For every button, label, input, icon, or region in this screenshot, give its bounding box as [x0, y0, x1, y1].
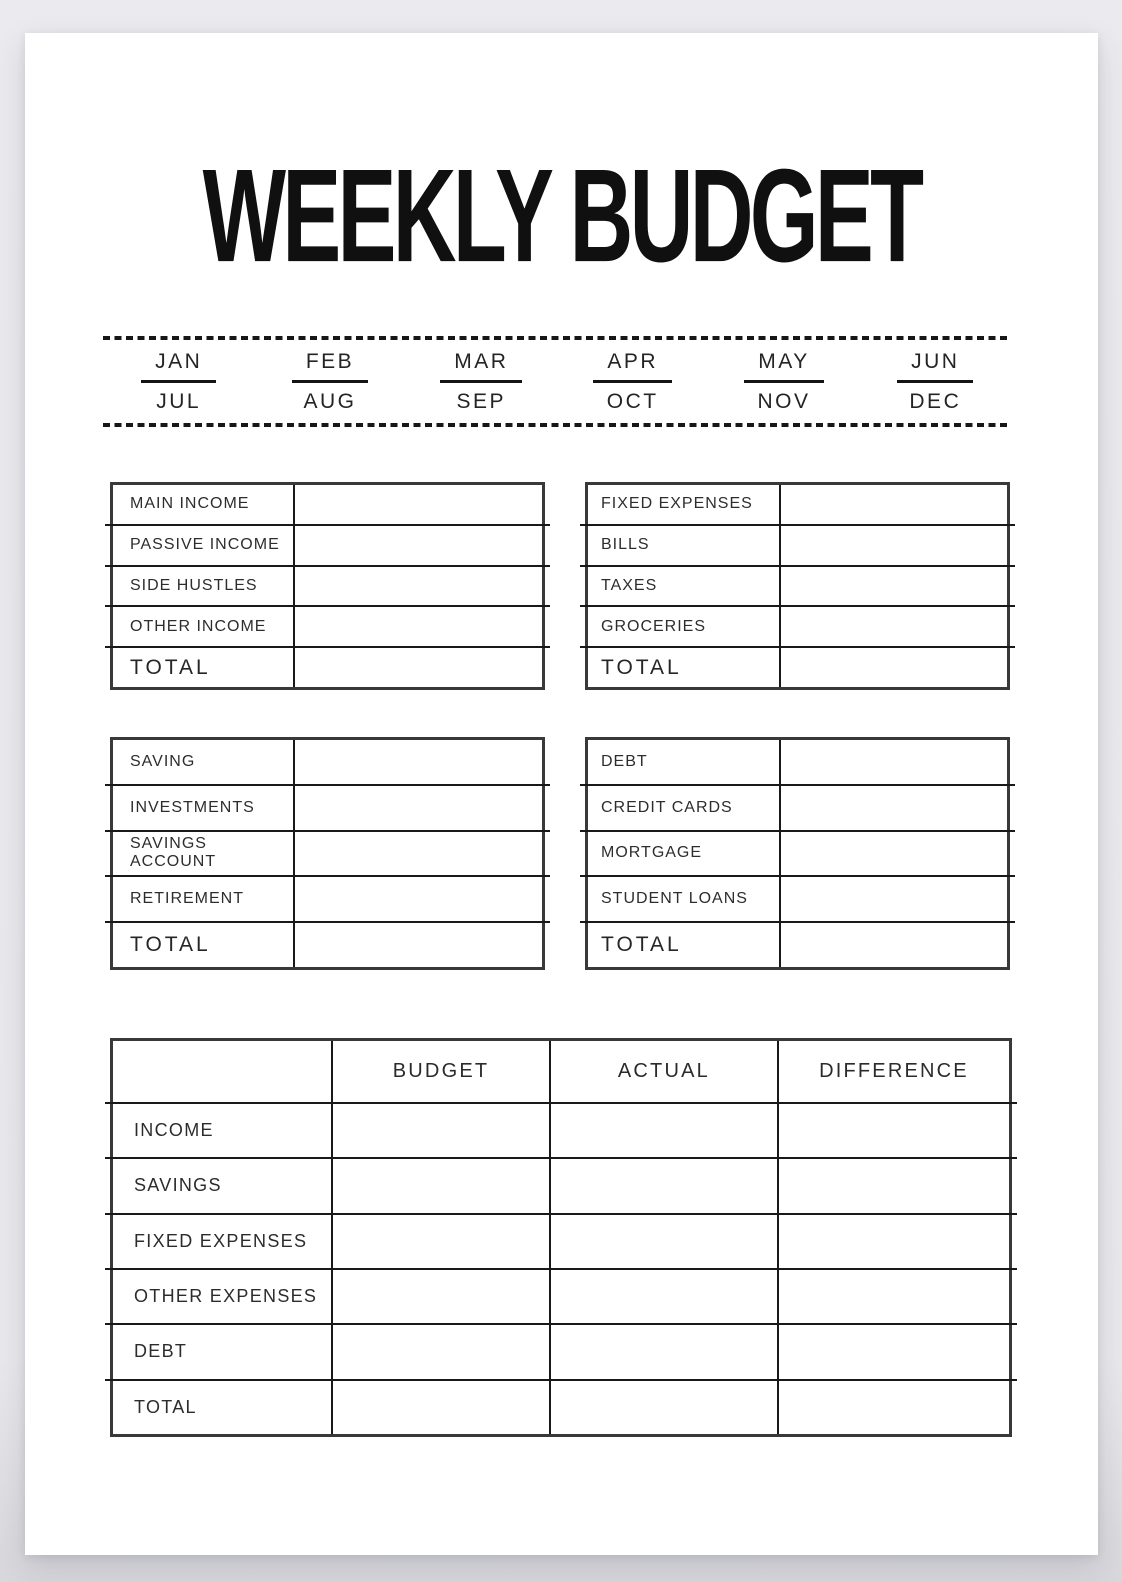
- budget-field[interactable]: [331, 1215, 549, 1268]
- dashed-divider-bottom: [103, 423, 1011, 427]
- page-title: WEEKLY BUDGET: [202, 142, 921, 291]
- table-row: [588, 565, 1007, 606]
- actual-field[interactable]: [549, 1104, 777, 1157]
- budget-field[interactable]: [331, 1104, 549, 1157]
- row-label: RETIREMENT: [130, 890, 244, 908]
- row-label: SIDE HUSTLES: [130, 576, 258, 594]
- table-row: [113, 605, 542, 646]
- amount-field[interactable]: [293, 485, 542, 524]
- difference-field[interactable]: [777, 1270, 1009, 1323]
- summary-row: [113, 1379, 1009, 1434]
- summary-row: [113, 1268, 1009, 1323]
- total-row: [113, 646, 542, 687]
- row-label: OTHER INCOME: [130, 617, 267, 635]
- summary-header-actual: ACTUAL: [549, 1041, 777, 1102]
- summary-row: [113, 1102, 1009, 1157]
- table-row: [588, 784, 1007, 830]
- income-table: [110, 482, 545, 690]
- table-row: [588, 740, 1007, 784]
- table-row: [588, 605, 1007, 646]
- month-item[interactable]: AUG: [303, 390, 357, 413]
- amount-field[interactable]: [779, 607, 1007, 646]
- amount-field[interactable]: [293, 786, 542, 830]
- month-item[interactable]: DEC: [909, 390, 962, 413]
- total-row: [588, 921, 1007, 967]
- row-label: BILLS: [601, 536, 650, 554]
- paper-sheet: [25, 33, 1098, 1555]
- total-label: TOTAL: [130, 655, 211, 679]
- table-row: [588, 485, 1007, 524]
- budget-field[interactable]: [331, 1270, 549, 1323]
- total-row: [588, 646, 1007, 687]
- amount-field[interactable]: [779, 786, 1007, 830]
- row-label: MORTGAGE: [601, 844, 703, 862]
- total-amount-field[interactable]: [293, 648, 542, 687]
- actual-field[interactable]: [549, 1159, 777, 1212]
- row-label: FIXED EXPENSES: [601, 495, 753, 513]
- table-row: [588, 875, 1007, 921]
- table-row: [113, 740, 542, 784]
- month-item[interactable]: MAR: [440, 348, 522, 383]
- amount-field[interactable]: [293, 607, 542, 646]
- row-label: MAIN INCOME: [130, 495, 250, 513]
- summary-header-row: [113, 1041, 1009, 1102]
- month-row-1: [103, 348, 1011, 383]
- table-row: [113, 875, 542, 921]
- difference-field[interactable]: [777, 1104, 1009, 1157]
- amount-field[interactable]: [779, 567, 1007, 606]
- amount-field[interactable]: [779, 740, 1007, 784]
- savings-table: [110, 737, 545, 970]
- amount-field[interactable]: [779, 877, 1007, 921]
- amount-field[interactable]: [779, 526, 1007, 565]
- row-label: INVESTMENTS: [130, 798, 255, 816]
- row-label: DEBT: [601, 752, 648, 770]
- row-label: STUDENT LOANS: [601, 890, 748, 908]
- summary-row: [113, 1213, 1009, 1268]
- summary-row-label: SAVINGS: [134, 1175, 222, 1196]
- row-label: SAVING: [130, 752, 196, 770]
- month-item[interactable]: OCT: [606, 390, 659, 413]
- month-item[interactable]: FEB: [292, 348, 368, 383]
- month-item[interactable]: APR: [593, 348, 672, 383]
- summary-row: [113, 1157, 1009, 1212]
- budget-field[interactable]: [331, 1159, 549, 1212]
- total-amount-field[interactable]: [779, 648, 1007, 687]
- total-amount-field[interactable]: [779, 923, 1007, 967]
- table-row: [113, 524, 542, 565]
- total-row: [113, 921, 542, 967]
- budget-field[interactable]: [331, 1325, 549, 1378]
- summary-row-label: TOTAL: [134, 1396, 197, 1417]
- table-row: [113, 485, 542, 524]
- total-amount-field[interactable]: [293, 923, 542, 967]
- fixed-expenses-table: [585, 482, 1010, 690]
- month-selector: [103, 336, 1011, 427]
- actual-field[interactable]: [549, 1381, 777, 1434]
- difference-field[interactable]: [777, 1215, 1009, 1268]
- difference-field[interactable]: [777, 1325, 1009, 1378]
- amount-field[interactable]: [293, 567, 542, 606]
- row-label: TAXES: [601, 576, 658, 594]
- table-row: [113, 784, 542, 830]
- dashed-divider-top: [103, 336, 1011, 340]
- summary-row-label: INCOME: [134, 1120, 214, 1141]
- month-item[interactable]: JUL: [156, 390, 202, 413]
- month-item[interactable]: SEP: [456, 390, 507, 413]
- summary-header-difference: DIFFERENCE: [777, 1041, 1009, 1102]
- month-item[interactable]: NOV: [757, 390, 811, 413]
- summary-table: [110, 1038, 1012, 1437]
- summary-row-label: DEBT: [134, 1341, 188, 1362]
- summary-row: [113, 1323, 1009, 1378]
- debt-table: [585, 737, 1010, 970]
- table-row: [588, 524, 1007, 565]
- row-label: CREDIT CARDS: [601, 798, 733, 816]
- row-label: GROCERIES: [601, 617, 707, 635]
- row-label: PASSIVE INCOME: [130, 536, 280, 554]
- actual-field[interactable]: [549, 1325, 777, 1378]
- difference-field[interactable]: [777, 1381, 1009, 1434]
- table-row: [113, 830, 542, 876]
- difference-field[interactable]: [777, 1159, 1009, 1212]
- actual-field[interactable]: [549, 1270, 777, 1323]
- month-item[interactable]: JAN: [141, 348, 216, 383]
- summary-header-budget: BUDGET: [331, 1041, 549, 1102]
- amount-field[interactable]: [779, 832, 1007, 876]
- amount-field[interactable]: [293, 740, 542, 784]
- actual-field[interactable]: [549, 1215, 777, 1268]
- month-row-2: [103, 383, 1011, 423]
- table-row: [588, 830, 1007, 876]
- row-label: SAVINGS ACCOUNT: [130, 835, 217, 871]
- summary-row-label: OTHER EXPENSES: [134, 1286, 318, 1307]
- amount-field[interactable]: [293, 877, 542, 921]
- table-row: [113, 565, 542, 606]
- summary-row-label: FIXED EXPENSES: [134, 1230, 308, 1251]
- amount-field[interactable]: [293, 526, 542, 565]
- total-label: TOTAL: [130, 933, 211, 957]
- summary-header-blank: [113, 1041, 331, 1102]
- amount-field[interactable]: [779, 485, 1007, 524]
- month-item[interactable]: MAY: [744, 348, 823, 383]
- total-label: TOTAL: [601, 655, 682, 679]
- amount-field[interactable]: [293, 832, 542, 876]
- total-label: TOTAL: [601, 933, 682, 957]
- month-item[interactable]: JUN: [897, 348, 973, 383]
- budget-field[interactable]: [331, 1381, 549, 1434]
